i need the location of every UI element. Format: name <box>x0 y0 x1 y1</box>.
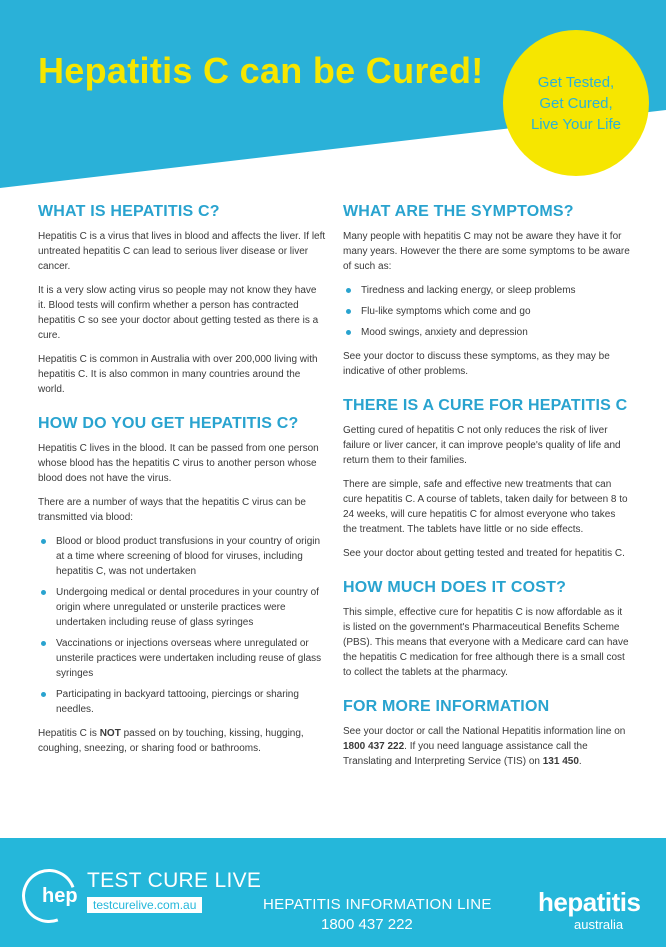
section-cost <box>343 579 631 680</box>
paragraph: Hepatitis C is a virus that lives in blood and affects the liver. If left untreated hepatitis C can lead to serious liver disease or liver cancer. <box>38 231 326 272</box>
website-link[interactable]: testcurelive.com.au <box>87 897 202 913</box>
list-item: Tiredness and lacking energy, or sleep problems <box>343 283 631 298</box>
header-banner <box>0 0 666 200</box>
right-column <box>343 203 631 787</box>
paragraph-contact <box>343 724 631 769</box>
paragraph: See your doctor to discuss these symptoms, as they may be indicative of other problems. <box>343 351 610 377</box>
text-run: See your doctor or call the National Hepatitis information line on <box>343 726 626 737</box>
list-item: Participating in backyard tattooing, piercings or sharing needles. <box>38 687 326 717</box>
section-what-is <box>38 203 326 397</box>
section-more-info <box>343 698 631 769</box>
list-item: Flu-like symptoms which come and go <box>343 304 631 319</box>
section-how-get <box>38 415 326 756</box>
section-symptoms <box>343 203 631 379</box>
section-heading: HOW DO YOU GET HEPATITIS C? <box>38 415 299 432</box>
paragraph: Hepatitis C is common in Australia with over 200,000 living with hepatitis C. It is also common in many countries around the world. <box>38 354 318 395</box>
paragraph: Many people with hepatitis C may not be aware they have it for many years. However the there are some symptoms to be aware of such as: <box>343 231 630 272</box>
slogan-line-1: Get Tested, <box>537 73 615 91</box>
text-run: passed on by touching, kissing, hugging, coughing, sneezing, or sharing food or bathrooms. <box>38 728 304 754</box>
text-run: Hepatitis C is <box>38 728 100 739</box>
hepatitis-australia-logo: hepatitis <box>538 887 641 917</box>
logo-subtitle: australia <box>574 917 624 932</box>
text-run: . If you need language assistance call the Translating and Interpreting Service (TIS) on <box>343 741 588 767</box>
phone-number: 1800 437 222 <box>343 741 405 752</box>
section-heading: THERE IS A CURE FOR HEPATITIS C <box>343 397 628 414</box>
list-item: Vaccinations or injections overseas where unregulated or unsterile practices were undertaken including reuse of glass syringes <box>38 636 326 681</box>
footer-bar <box>0 838 666 947</box>
paragraph: There are a number of ways that the hepatitis C virus can be transmitted via blood: <box>38 497 306 523</box>
paragraph: Getting cured of hepatitis C not only reduces the risk of liver failure or liver cancer, it can improve people's quality of life and return them to their families. <box>343 425 621 466</box>
brand-name: TEST CURE LIVE <box>87 869 262 892</box>
text-run: . <box>578 756 582 767</box>
tis-number: 131 450 <box>542 756 579 767</box>
list-item: Undergoing medical or dental procedures in your country of origin where unregulated or unsterile practices were undertaken including reuse of glass syringes <box>38 585 326 630</box>
slogan-line-2: Get Cured, <box>539 94 613 112</box>
emphasis-text: NOT <box>99 728 121 739</box>
slogan-badge <box>503 30 649 176</box>
paragraph: Hepatitis C lives in the blood. It can be passed from one person whose blood has the hepatitis C virus to another person whose blood does not have the virus. <box>38 443 319 484</box>
symptoms-list <box>343 283 631 340</box>
left-column <box>38 203 326 774</box>
info-line-label: HEPATITIS INFORMATION LINE <box>263 896 492 913</box>
slogan-line-3: Live Your Life <box>530 115 622 133</box>
section-heading: WHAT IS HEPATITIS C? <box>38 203 220 220</box>
section-heading: WHAT ARE THE SYMPTOMS? <box>343 203 574 220</box>
section-heading: FOR MORE INFORMATION <box>343 698 550 715</box>
paragraph: It is a very slow acting virus so people may not know they have it. Blood tests will confirm whether a person has contracted hepatitis C so see your doctor about getting tested as there is a cure. <box>38 285 319 341</box>
paragraph-not-passed <box>38 726 326 756</box>
paragraph: See your doctor about getting tested and treated for hepatitis C. <box>343 548 625 559</box>
info-line-number: 1800 437 222 <box>321 916 413 933</box>
brand-mark: hep <box>42 885 78 907</box>
brand-lockup <box>22 865 262 925</box>
paragraph: This simple, effective cure for hepatitis C is now affordable as it is listed on the government's Pharmaceutical Benefits Scheme (PBS). This means that everyone with a Medicare card can have the hepatitis C medication for free although there is a small cost to collect the tablets at the pharmacy. <box>343 607 629 678</box>
transmission-list <box>38 534 326 717</box>
list-item: Blood or blood product transfusions in your country of origin at a time where screening of blood for viruses, including hepatitis C, was not undertaken <box>38 534 326 579</box>
section-heading: HOW MUCH DOES IT COST? <box>343 579 567 596</box>
paragraph: There are simple, safe and effective new treatments that can cure hepatitis C. A course of tablets, taken daily for between 8 to 24 weeks, will cure hepatitis C for almost everyone who takes the treatment. The tablets have little or no side effects. <box>343 479 628 535</box>
list-item: Mood swings, anxiety and depression <box>343 325 631 340</box>
page-title: Hepatitis C can be Cured! <box>38 50 484 91</box>
section-cure <box>343 397 631 561</box>
